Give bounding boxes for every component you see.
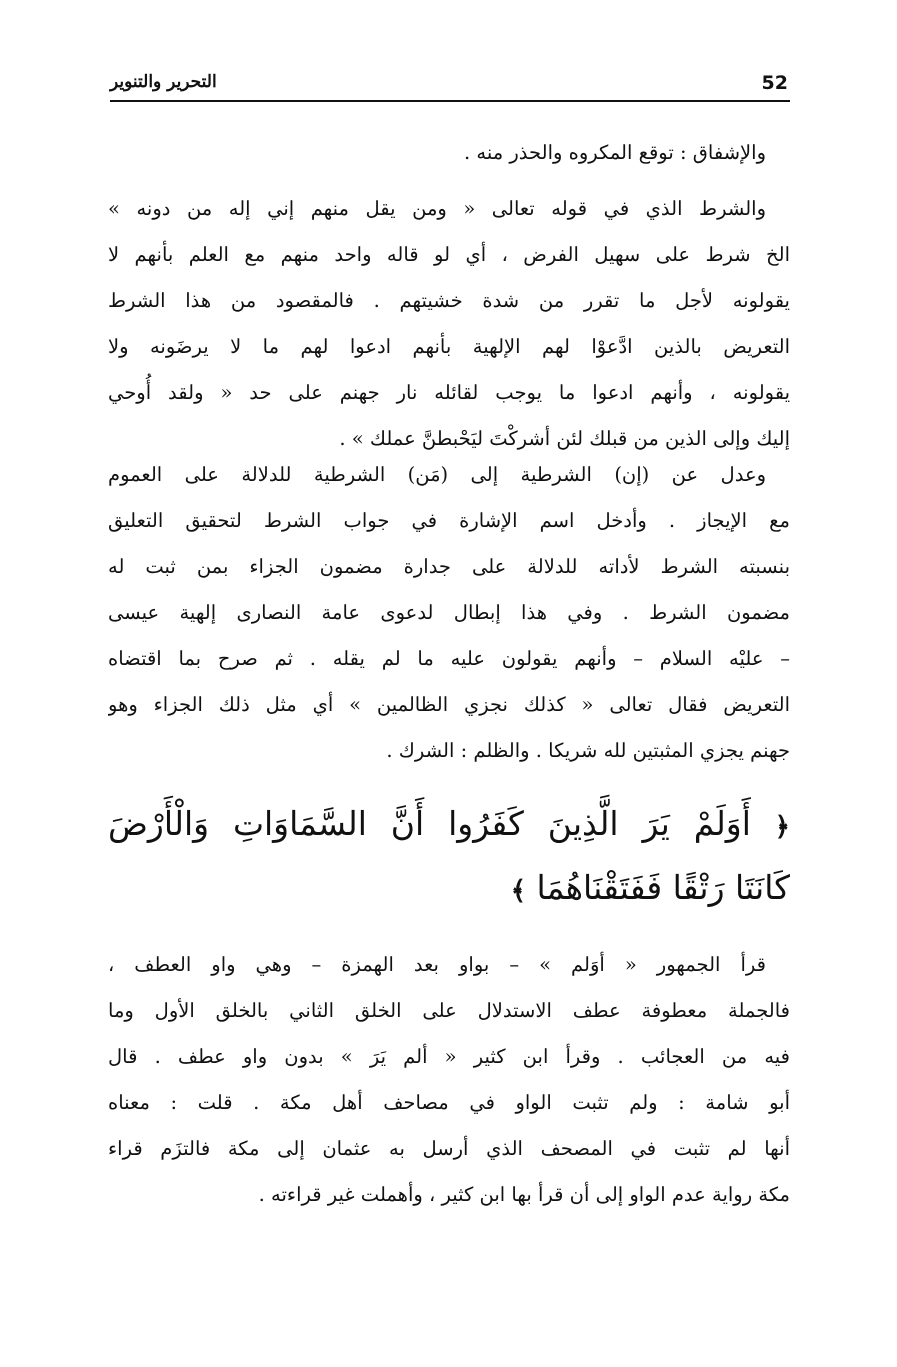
text-line: وعدل عن (إن) الشرطية إلى (مَن) الشرطية للدلالة على العموم bbox=[108, 463, 766, 486]
verse-text: كَانَتَا رَتْقًا فَفَتَقْنَاهُمَا bbox=[536, 868, 790, 907]
text-line: جهنم يجزي المثبتين لله شريكا . والظلم : الشرك . bbox=[386, 739, 790, 762]
paragraph-conditional-man bbox=[108, 452, 790, 774]
page-number: 52 bbox=[761, 72, 788, 94]
text-line: فالجملة معطوفة عطف الاستدلال على الخلق الثاني بالخلق الأول وما bbox=[108, 999, 790, 1022]
quran-verse bbox=[108, 792, 790, 920]
paragraph-readings bbox=[108, 942, 790, 1218]
paragraph-condition bbox=[108, 186, 790, 462]
text-line: فيه من العجائب . وقرأ ابن كثير « ألم يَرَ » بدون واو عطف . قال bbox=[108, 1045, 790, 1068]
text-line: التعريض بالذين ادَّعوْا لهم الإلهية بأنهم ادعوا لهم ما لا يرضَونه ولا bbox=[108, 335, 790, 358]
text-line: أبو شامة : ولم تثبت الواو في مصاحف أهل مكة . قلت : معناه bbox=[108, 1091, 790, 1114]
verse-line bbox=[108, 856, 790, 920]
text-line: مكة رواية عدم الواو إلى أن قرأ بها ابن كثير ، وأهملت غير قراءته . bbox=[258, 1183, 790, 1206]
verse-open-bracket: ﴿ bbox=[774, 812, 790, 842]
paragraph-ishfaq bbox=[108, 130, 790, 176]
text-line: إليك وإلى الذين من قبلك لئن أشركْتَ ليَحْبطنَّ عملك » . bbox=[339, 427, 790, 450]
text-line: التعريض فقال تعالى « كذلك نجزي الظالمين » أي مثل ذلك الجزاء وهو bbox=[108, 693, 790, 716]
text-line: الخ شرط على سهيل الفرض ، أي لو قاله واحد منهم مع العلم بأنهم لا bbox=[108, 243, 790, 266]
text-line: والشرط الذي في قوله تعالى « ومن يقل منهم إني إله من دونه » bbox=[108, 197, 766, 220]
text-line: يقولونه لأجل ما تقرر من شدة خشيتهم . فالمقصود من هذا الشرط bbox=[108, 289, 790, 312]
text-line: والإشفاق : توقع المكروه والحذر منه . bbox=[464, 141, 766, 164]
verse-close-bracket: ﴾ bbox=[510, 876, 527, 906]
verse-text: أَوَلَمْ يَرَ الَّذِينَ كَفَرُوا أَنَّ السَّمَاوَاتِ وَالْأَرْضَ bbox=[108, 804, 751, 843]
running-header bbox=[110, 70, 790, 102]
text-line: – عليْه السلام – وأنهم يقولون عليه ما لم يقله . ثم صرح بما اقتضاه bbox=[108, 647, 790, 670]
text-line: مع الإيجاز . وأدخل اسم الإشارة في جواب الشرط لتحقيق التعليق bbox=[108, 509, 790, 532]
text-line: مضمون الشرط . وفي هذا إبطال لدعوى عامة النصارى إلهية عيسى bbox=[108, 601, 790, 624]
verse-line bbox=[108, 792, 790, 856]
text-line: قرأ الجمهور « أوَلم » – بواو بعد الهمزة – وهي واو العطف ، bbox=[108, 953, 766, 976]
text-line: أنها لم تثبت في المصحف الذي أرسل به عثمان إلى مكة فالتزَم قراء bbox=[108, 1137, 790, 1160]
text-line: بنسبته الشرط لأداته للدلالة على جدارة مضمون الجزاء بمن ثبت له bbox=[108, 555, 790, 578]
book-title: التحرير والتنوير bbox=[110, 72, 217, 92]
text-line: يقولونه ، وأنهم ادعوا ما يوجب لقائله نار جهنم على حد « ولقد أُوحي bbox=[108, 381, 790, 404]
